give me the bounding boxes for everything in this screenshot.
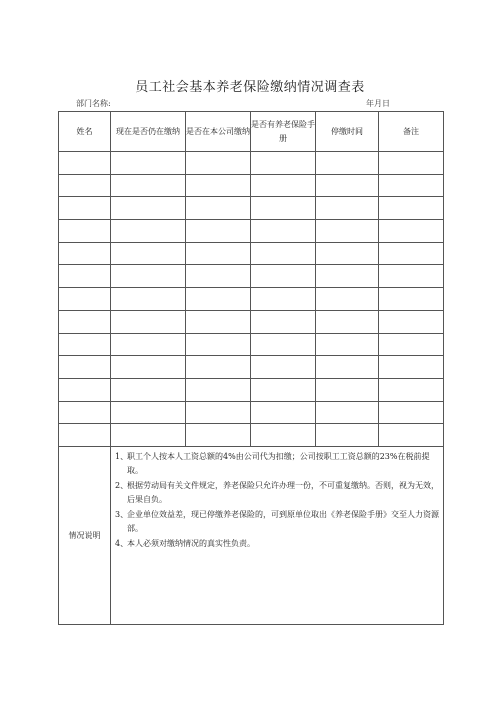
page-title: 员工社会基本养老保险缴纳情况调查表: [135, 80, 365, 95]
table-cell[interactable]: [186, 197, 251, 220]
table-row: [59, 220, 444, 243]
table-cell[interactable]: [111, 378, 186, 401]
table-cell[interactable]: [379, 197, 444, 220]
notes-content: [111, 446, 444, 624]
table-cell[interactable]: [186, 310, 251, 333]
table-cell[interactable]: [111, 265, 186, 288]
table-cell[interactable]: [316, 197, 379, 220]
note-number: 2、: [115, 480, 129, 490]
table-cell[interactable]: [59, 333, 111, 356]
table-row: [59, 288, 444, 311]
note-item: [115, 508, 439, 536]
header-stop-time: 停缴时间: [316, 112, 379, 152]
table-cell[interactable]: [316, 424, 379, 447]
table-cell[interactable]: [379, 152, 444, 175]
table-cell[interactable]: [186, 220, 251, 243]
table-cell[interactable]: [186, 424, 251, 447]
table-cell[interactable]: [251, 356, 316, 379]
table-cell[interactable]: [111, 424, 186, 447]
table-cell[interactable]: [111, 174, 186, 197]
table-cell[interactable]: [379, 356, 444, 379]
table-row: [59, 265, 444, 288]
department-label: 部门名称:: [76, 99, 111, 108]
table-cell[interactable]: [186, 288, 251, 311]
table-cell[interactable]: [59, 378, 111, 401]
table-cell[interactable]: [316, 288, 379, 311]
table-cell[interactable]: [59, 197, 111, 220]
table-cell[interactable]: [59, 242, 111, 265]
table-cell[interactable]: [316, 174, 379, 197]
table-cell[interactable]: [316, 242, 379, 265]
table-cell[interactable]: [111, 152, 186, 175]
table-cell[interactable]: [59, 174, 111, 197]
table-cell[interactable]: [186, 378, 251, 401]
table-row: [59, 174, 444, 197]
note-text: 根据劳动局有关文件规定，养老保险只允许办理一份，不可重复缴纳。否则，视为无效，后果自负。: [127, 480, 439, 504]
table-cell[interactable]: [111, 197, 186, 220]
table-cell[interactable]: [59, 265, 111, 288]
table-cell[interactable]: [111, 220, 186, 243]
header-name: 姓名: [59, 112, 111, 152]
table-cell[interactable]: [59, 356, 111, 379]
notes-row: [59, 446, 444, 624]
table-cell[interactable]: [59, 310, 111, 333]
table-row: [59, 333, 444, 356]
note-text: 企业单位效益差，现已停缴养老保险的，可到原单位取出《养老保险手册》交至人力资源部。: [127, 509, 439, 533]
table-cell[interactable]: [379, 220, 444, 243]
table-cell[interactable]: [251, 401, 316, 424]
table-cell[interactable]: [251, 424, 316, 447]
table-cell[interactable]: [186, 265, 251, 288]
table-cell[interactable]: [379, 288, 444, 311]
table-cell[interactable]: [186, 401, 251, 424]
table-cell[interactable]: [379, 265, 444, 288]
table-cell[interactable]: [316, 265, 379, 288]
notes-list: [115, 450, 439, 551]
table-row: [59, 401, 444, 424]
table-cell[interactable]: [111, 288, 186, 311]
table-cell[interactable]: [251, 378, 316, 401]
table-row: [59, 378, 444, 401]
table-cell[interactable]: [379, 310, 444, 333]
table-cell[interactable]: [111, 310, 186, 333]
table-cell[interactable]: [251, 242, 316, 265]
table-row: [59, 197, 444, 220]
table-cell[interactable]: [316, 333, 379, 356]
table-cell[interactable]: [251, 197, 316, 220]
table-cell[interactable]: [379, 242, 444, 265]
notes-label: 情况说明: [59, 446, 111, 624]
table-cell[interactable]: [59, 152, 111, 175]
table-cell[interactable]: [251, 333, 316, 356]
table-cell[interactable]: [379, 401, 444, 424]
table-cell[interactable]: [111, 401, 186, 424]
table-cell[interactable]: [59, 220, 111, 243]
note-item: [115, 450, 439, 478]
header-paid-in-company: 是否在本公司缴纳: [186, 112, 251, 152]
note-number: 3、: [115, 509, 129, 519]
table-cell[interactable]: [59, 424, 111, 447]
table-cell[interactable]: [251, 220, 316, 243]
header-still-paying: 现在是否仍在缴纳: [111, 112, 186, 152]
table-cell[interactable]: [186, 356, 251, 379]
table-cell[interactable]: [111, 356, 186, 379]
table-header-row: [59, 112, 444, 152]
table-cell[interactable]: [379, 378, 444, 401]
table-row: [59, 310, 444, 333]
table-cell[interactable]: [186, 152, 251, 175]
table-cell[interactable]: [186, 174, 251, 197]
table-cell[interactable]: [379, 174, 444, 197]
table-cell[interactable]: [379, 333, 444, 356]
table-cell[interactable]: [316, 310, 379, 333]
note-text: 职工个人按本人工资总额的4%由公司代为扣缴；公司按职工工资总额的23%在税前提取。: [127, 451, 430, 475]
table-row: [59, 242, 444, 265]
note-text: 本人必须对缴纳情况的真实性负责。: [127, 538, 255, 548]
note-item: [115, 479, 439, 507]
table-cell[interactable]: [316, 152, 379, 175]
table-cell[interactable]: [316, 356, 379, 379]
note-number: 1、: [115, 451, 129, 461]
table-cell[interactable]: [111, 333, 186, 356]
table-cell[interactable]: [251, 288, 316, 311]
note-item: [115, 537, 439, 551]
table-row: [59, 152, 444, 175]
table-row: [59, 356, 444, 379]
table-cell[interactable]: [316, 401, 379, 424]
table-cell[interactable]: [251, 265, 316, 288]
date-label: 年月日: [366, 99, 390, 108]
table-cell[interactable]: [111, 242, 186, 265]
survey-table: [58, 111, 444, 625]
table-cell[interactable]: [59, 401, 111, 424]
table-cell[interactable]: [251, 174, 316, 197]
note-number: 4、: [115, 538, 129, 548]
table-cell[interactable]: [251, 310, 316, 333]
table-cell[interactable]: [186, 333, 251, 356]
header-remarks: 备注: [379, 112, 444, 152]
table-cell[interactable]: [251, 152, 316, 175]
table-cell[interactable]: [379, 424, 444, 447]
header-has-handbook: 是否有养老保险手册: [251, 112, 316, 152]
table-cell[interactable]: [316, 220, 379, 243]
table-cell[interactable]: [59, 288, 111, 311]
table-row: [59, 424, 444, 447]
table-cell[interactable]: [186, 242, 251, 265]
table-cell[interactable]: [316, 378, 379, 401]
